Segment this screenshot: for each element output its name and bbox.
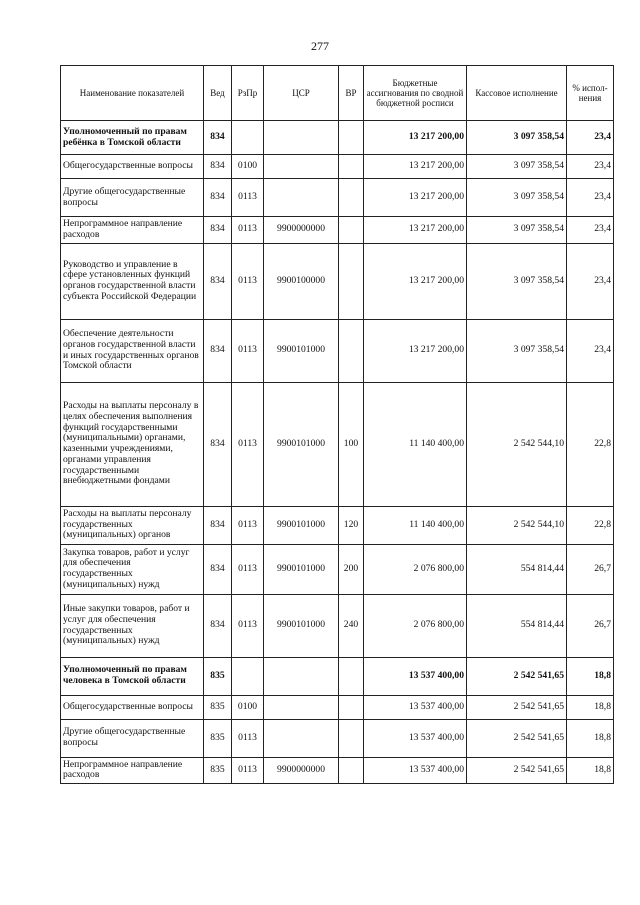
- row-name: Непрограммное направление расходов: [61, 217, 204, 244]
- row-assignments: 13 217 200,00: [364, 217, 467, 244]
- row-name: Руководство и управление в сфере установленных функций органов государственной власти субъекта Российской Федерации: [61, 243, 204, 319]
- table-row: [61, 382, 614, 506]
- row-assignments: 2 076 800,00: [364, 594, 467, 657]
- row-vr: [339, 217, 364, 244]
- row-execution: 3 097 358,54: [467, 121, 567, 155]
- row-assignments: 13 537 400,00: [364, 757, 467, 784]
- row-name: Закупка товаров, работ и услуг для обеспечения государственных (муниципальных) нужд: [61, 544, 204, 594]
- row-vr: 240: [339, 594, 364, 657]
- row-percent: 22,8: [567, 506, 614, 544]
- row-rzpr: 0100: [232, 695, 264, 719]
- row-execution: 554 814,44: [467, 544, 567, 594]
- table-header-row: [61, 66, 614, 121]
- budget-table: [60, 65, 614, 784]
- row-rzpr: 0113: [232, 757, 264, 784]
- row-name: Обеспечение деятельности органов государственной власти и иных государственных органов Томской области: [61, 319, 204, 382]
- row-name: Расходы на выплаты персоналу государственных (муниципальных) органов: [61, 506, 204, 544]
- row-vr: 100: [339, 382, 364, 506]
- row-assignments: 11 140 400,00: [364, 506, 467, 544]
- row-name: Другие общегосударственные вопросы: [61, 179, 204, 217]
- table-row: [61, 243, 614, 319]
- table-row: [61, 121, 614, 155]
- row-csr: 9900101000: [264, 594, 339, 657]
- row-percent: 26,7: [567, 544, 614, 594]
- row-rzpr: 0113: [232, 719, 264, 757]
- row-percent: 23,4: [567, 243, 614, 319]
- row-vr: [339, 657, 364, 695]
- header-ved: Вед: [204, 66, 232, 121]
- row-csr: 9900101000: [264, 319, 339, 382]
- row-assignments: 2 076 800,00: [364, 544, 467, 594]
- row-ved: 834: [204, 217, 232, 244]
- table-row: [61, 319, 614, 382]
- row-execution: 3 097 358,54: [467, 319, 567, 382]
- row-ved: 835: [204, 657, 232, 695]
- row-ved: 835: [204, 719, 232, 757]
- row-execution: 3 097 358,54: [467, 217, 567, 244]
- row-ved: 834: [204, 544, 232, 594]
- row-assignments: 13 537 400,00: [364, 719, 467, 757]
- row-csr: 9900000000: [264, 757, 339, 784]
- row-ved: 834: [204, 382, 232, 506]
- row-percent: 23,4: [567, 217, 614, 244]
- row-ved: 834: [204, 179, 232, 217]
- row-execution: 3 097 358,54: [467, 155, 567, 179]
- row-vr: [339, 179, 364, 217]
- row-csr: [264, 719, 339, 757]
- table-row: [61, 506, 614, 544]
- row-vr: [339, 155, 364, 179]
- header-csr: ЦСР: [264, 66, 339, 121]
- row-csr: [264, 657, 339, 695]
- row-execution: 2 542 541,65: [467, 695, 567, 719]
- row-csr: [264, 695, 339, 719]
- row-name: Уполномоченный по правам человека в Томской области: [61, 657, 204, 695]
- row-name: Уполномоченный по правам ребёнка в Томской области: [61, 121, 204, 155]
- row-assignments: 13 537 400,00: [364, 657, 467, 695]
- header-assignments: Бюджетные ассигнования по сводной бюджетной росписи: [364, 66, 467, 121]
- row-vr: [339, 121, 364, 155]
- row-rzpr: 0113: [232, 319, 264, 382]
- table-row: [61, 695, 614, 719]
- table-row: [61, 217, 614, 244]
- row-vr: [339, 243, 364, 319]
- table-row: [61, 719, 614, 757]
- row-percent: 23,4: [567, 319, 614, 382]
- row-rzpr: 0113: [232, 179, 264, 217]
- row-execution: 2 542 541,65: [467, 719, 567, 757]
- row-rzpr: 0113: [232, 506, 264, 544]
- table-row: [61, 155, 614, 179]
- row-execution: 2 542 541,65: [467, 657, 567, 695]
- row-assignments: 11 140 400,00: [364, 382, 467, 506]
- row-assignments: 13 217 200,00: [364, 121, 467, 155]
- row-percent: 26,7: [567, 594, 614, 657]
- row-ved: 835: [204, 757, 232, 784]
- row-rzpr: 0113: [232, 217, 264, 244]
- row-name: Общегосударственные вопросы: [61, 155, 204, 179]
- row-ved: 834: [204, 121, 232, 155]
- row-rzpr: 0113: [232, 544, 264, 594]
- header-name: Наименование показателей: [61, 66, 204, 121]
- header-vr: ВР: [339, 66, 364, 121]
- row-percent: 23,4: [567, 121, 614, 155]
- row-execution: 3 097 358,54: [467, 179, 567, 217]
- row-rzpr: 0113: [232, 594, 264, 657]
- row-vr: [339, 319, 364, 382]
- row-assignments: 13 217 200,00: [364, 319, 467, 382]
- row-ved: 835: [204, 695, 232, 719]
- table-row: [61, 757, 614, 784]
- row-rzpr: [232, 657, 264, 695]
- row-csr: [264, 121, 339, 155]
- row-percent: 18,8: [567, 719, 614, 757]
- row-name: Иные закупки товаров, работ и услуг для обеспечения государственных (муниципальных) нужд: [61, 594, 204, 657]
- row-vr: 200: [339, 544, 364, 594]
- row-rzpr: 0113: [232, 243, 264, 319]
- row-csr: 9900100000: [264, 243, 339, 319]
- header-rzpr: РзПр: [232, 66, 264, 121]
- header-execution: Кассовое исполнение: [467, 66, 567, 121]
- page-number: 277: [311, 39, 329, 53]
- row-ved: 834: [204, 506, 232, 544]
- row-csr: [264, 179, 339, 217]
- row-name: Расходы на выплаты персоналу в целях обеспечения выполнения функций государственными (муниципальными) органами, казенными учреждениями, органами управления государственными внебюджетными фондами: [61, 382, 204, 506]
- table-row: [61, 544, 614, 594]
- table-row: [61, 594, 614, 657]
- row-rzpr: 0100: [232, 155, 264, 179]
- row-execution: 2 542 541,65: [467, 757, 567, 784]
- row-execution: 2 542 544,10: [467, 506, 567, 544]
- row-ved: 834: [204, 243, 232, 319]
- table-row: [61, 657, 614, 695]
- row-name: Другие общегосударственные вопросы: [61, 719, 204, 757]
- row-assignments: 13 217 200,00: [364, 155, 467, 179]
- row-percent: 23,4: [567, 155, 614, 179]
- row-vr: [339, 695, 364, 719]
- row-execution: 554 814,44: [467, 594, 567, 657]
- row-vr: [339, 719, 364, 757]
- row-name: Непрограммное направление расходов: [61, 757, 204, 784]
- row-ved: 834: [204, 319, 232, 382]
- row-percent: 22,8: [567, 382, 614, 506]
- row-csr: 9900101000: [264, 544, 339, 594]
- row-assignments: 13 537 400,00: [364, 695, 467, 719]
- row-vr: 120: [339, 506, 364, 544]
- table-row: [61, 179, 614, 217]
- row-csr: 9900000000: [264, 217, 339, 244]
- row-csr: 9900101000: [264, 382, 339, 506]
- row-csr: 9900101000: [264, 506, 339, 544]
- row-csr: [264, 155, 339, 179]
- row-assignments: 13 217 200,00: [364, 179, 467, 217]
- row-ved: 834: [204, 594, 232, 657]
- row-ved: 834: [204, 155, 232, 179]
- row-name: Общегосударственные вопросы: [61, 695, 204, 719]
- row-assignments: 13 217 200,00: [364, 243, 467, 319]
- row-percent: 18,8: [567, 657, 614, 695]
- row-execution: 2 542 544,10: [467, 382, 567, 506]
- row-percent: 18,8: [567, 695, 614, 719]
- row-percent: 18,8: [567, 757, 614, 784]
- row-rzpr: [232, 121, 264, 155]
- row-rzpr: 0113: [232, 382, 264, 506]
- row-vr: [339, 757, 364, 784]
- row-execution: 3 097 358,54: [467, 243, 567, 319]
- row-percent: 23,4: [567, 179, 614, 217]
- header-percent: % испол-нения: [567, 66, 614, 121]
